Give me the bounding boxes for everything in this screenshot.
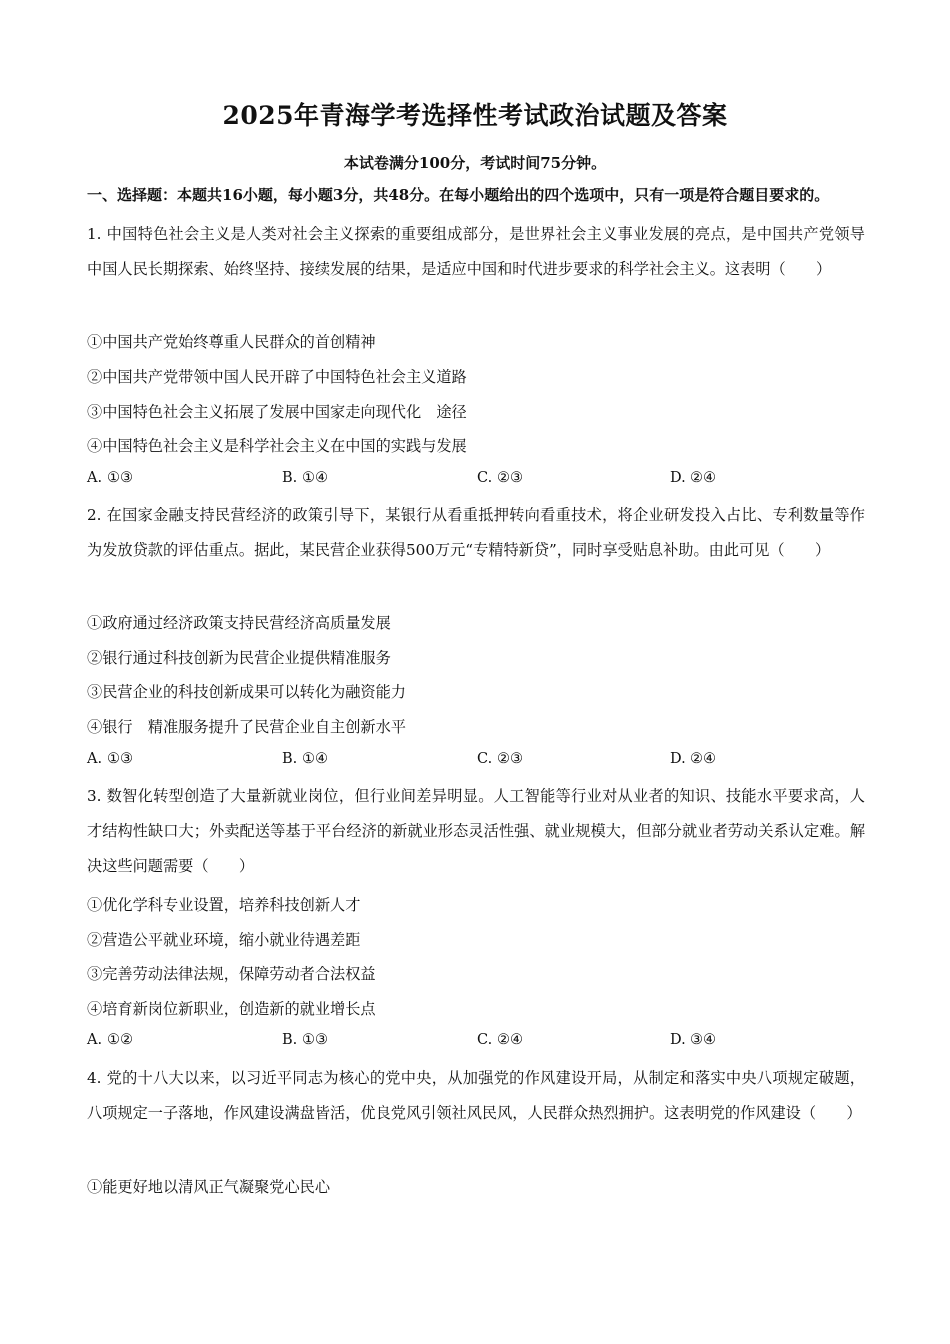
question-1-stem: 1. 中国特色社会主义是人类对社会主义探索的重要组成部分，是世界社会主义事业发展的亮点，是中国共产党领导中国人民长期探索、始终坚持、接续发展的结果，是适应中国和时代进步要求的科学社会主义。这表明（ ）	[87, 225, 865, 278]
option-a: A. ①③	[87, 470, 133, 486]
document-title: 2025年青海学考选择性考试政治试题及答案	[222, 101, 728, 130]
question-2-item-1: ①政府通过经济政策支持民营经济高质量发展	[87, 614, 391, 632]
option-d: D. ③④	[670, 1032, 716, 1048]
question-2-stem: 2. 在国家金融支持民营经济的政策引导下，某银行从看重抵押转向看重技术，将企业研发投入占比、专利数量等作为发放贷款的评估重点。据此，某民营企业获得500万元“专精特新贷”，同时享受贴息补助。由此可见（ ）	[87, 506, 865, 559]
question-3-stem: 3. 数智化转型创造了大量新就业岗位，但行业间差异明显。人工智能等行业对从业者的知识、技能水平要求高，人才结构性缺口大；外卖配送等基于平台经济的新就业形态灵活性强、就业规模大，但部分就业者劳动关系认定难。解决这些问题需要（ ）	[87, 787, 865, 875]
option-a: A. ①③	[87, 751, 133, 767]
option-c: C. ②④	[477, 1032, 523, 1048]
option-d: D. ②④	[670, 470, 716, 486]
question-1-item-4: ④中国特色社会主义是科学社会主义在中国的实践与发展	[87, 437, 467, 455]
option-d: D. ②④	[670, 751, 716, 767]
question-3-item-3: ③完善劳动法律法规，保障劳动者合法权益	[87, 965, 376, 983]
question-4-stem: 4. 党的十八大以来，以习近平同志为核心的党中央，从加强党的作风建设开局，从制定和落实中央八项规定破题，八项规定一子落地，作风建设满盘皆活，优良党风引领社风民风，人民群众热烈拥护。这表明党的作风建设（ ）	[87, 1069, 865, 1122]
question-3-item-1: ①优化学科专业设置，培养科技创新人才	[87, 896, 361, 914]
question-1-item-1: ①中国共产党始终尊重人民群众的首创精神	[87, 333, 376, 351]
option-b: B. ①④	[282, 470, 328, 486]
question-1-item-3: ③中国特色社会主义拓展了发展中国家走向现代化 途径	[87, 403, 467, 421]
option-c: C. ②③	[477, 751, 523, 767]
question-3-item-2: ②营造公平就业环境，缩小就业待遇差距	[87, 931, 361, 949]
question-2-item-4: ④银行 精准服务提升了民营企业自主创新水平	[87, 718, 406, 736]
option-b: B. ①③	[282, 1032, 328, 1048]
question-2-item-2: ②银行通过科技创新为民营企业提供精准服务	[87, 649, 391, 667]
section-heading: 一、选择题：本题共16小题，每小题3分，共48分。在每小题给出的四个选项中，只有一项是符合题目要求的。	[87, 186, 830, 204]
question-1-item-2: ②中国共产党带领中国人民开辟了中国特色社会主义道路	[87, 368, 467, 386]
question-3-item-4: ④培育新岗位新职业，创造新的就业增长点	[87, 1000, 376, 1018]
exam-info: 本试卷满分100分，考试时间75分钟。	[343, 154, 607, 172]
option-b: B. ①④	[282, 751, 328, 767]
question-2-item-3: ③民营企业的科技创新成果可以转化为融资能力	[87, 683, 406, 701]
question-4-item-1: ①能更好地以清风正气凝聚党心民心	[87, 1178, 330, 1196]
option-c: C. ②③	[477, 470, 523, 486]
option-a: A. ①②	[87, 1032, 133, 1048]
